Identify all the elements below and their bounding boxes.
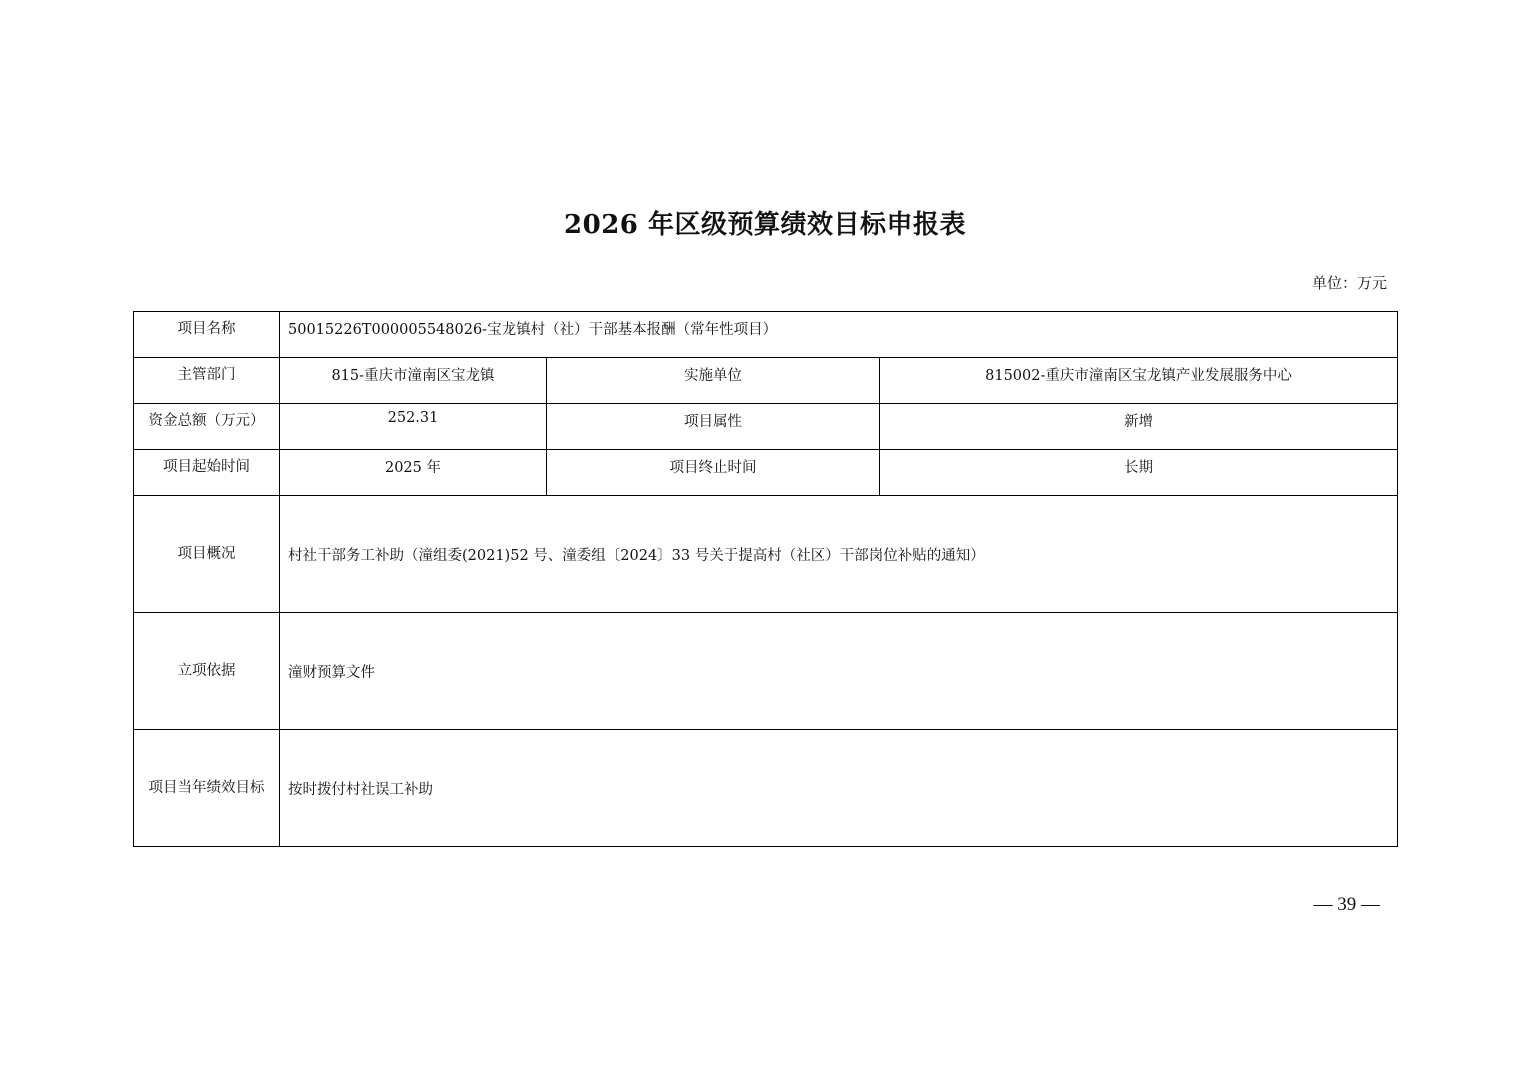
dept-label: 主管部门	[134, 358, 280, 404]
unit-label: 单位：万元	[1311, 274, 1387, 292]
page-number: — 39 —	[1313, 894, 1380, 915]
end-value: 长期	[880, 450, 1398, 496]
page-title: 2026 年区级预算绩效目标申报表	[564, 210, 966, 240]
start-label: 项目起始时间	[134, 450, 280, 496]
row-basis	[134, 613, 1398, 730]
fund-value: 252.31	[280, 404, 547, 450]
basis-label: 立项依据	[134, 613, 280, 730]
impl-label: 实施单位	[547, 358, 880, 404]
overview-label: 项目概况	[134, 496, 280, 613]
row-period	[134, 450, 1398, 496]
impl-value: 815002-重庆市潼南区宝龙镇产业发展服务中心	[880, 358, 1398, 404]
goal-value: 按时拨付村社误工补助	[280, 730, 1398, 847]
dept-value: 815-重庆市潼南区宝龙镇	[280, 358, 547, 404]
row-project-name	[134, 312, 1398, 358]
attr-label: 项目属性	[547, 404, 880, 450]
goal-label: 项目当年绩效目标	[134, 730, 280, 847]
attr-value: 新增	[880, 404, 1398, 450]
row-fund	[134, 404, 1398, 450]
basis-value: 潼财预算文件	[280, 613, 1398, 730]
project-name-value: 50015226T000005548026-宝龙镇村（社）干部基本报酬（常年性项目）	[280, 312, 1398, 358]
budget-form-table	[133, 311, 1398, 847]
row-department	[134, 358, 1398, 404]
start-value: 2025 年	[280, 450, 547, 496]
end-label: 项目终止时间	[547, 450, 880, 496]
project-name-label: 项目名称	[134, 312, 280, 358]
row-overview	[134, 496, 1398, 613]
row-goal	[134, 730, 1398, 847]
overview-value: 村社干部务工补助（潼组委(2021)52 号、潼委组〔2024〕33 号关于提高村（社区）干部岗位补贴的通知）	[280, 496, 1398, 613]
fund-label: 资金总额（万元）	[134, 404, 280, 450]
